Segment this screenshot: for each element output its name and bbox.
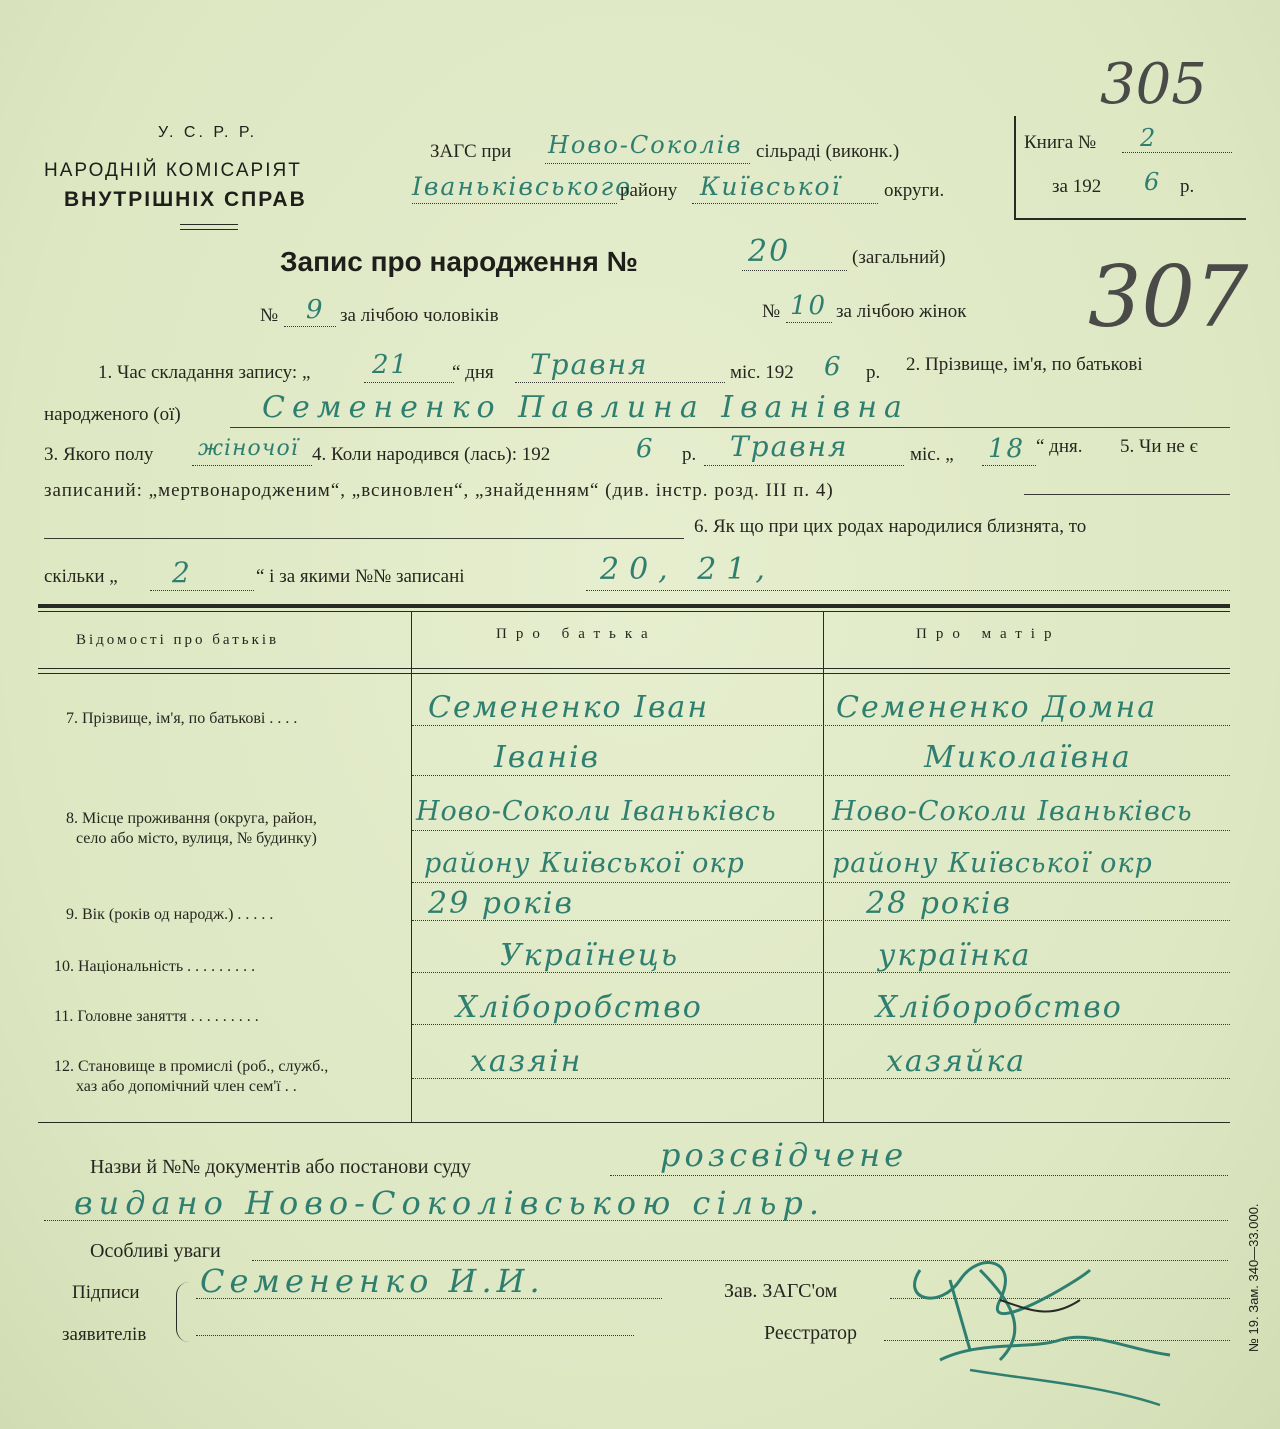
men-count-value: 9: [306, 295, 325, 325]
row-11-label: 11. Головне заняття . . . . . . . . .: [54, 1008, 259, 1025]
father-age-value: 29 років: [428, 886, 574, 921]
mother-name-value: Семененко Домна: [836, 690, 1158, 725]
field-1-r: р.: [866, 362, 881, 383]
birth-month-value: Травня: [730, 430, 849, 463]
okrug-value: Київської: [700, 172, 842, 201]
notes-label: Особливі уваги: [90, 1240, 221, 1262]
zags-village-value: Ново-Соколів: [548, 131, 743, 159]
book-label: Книга №: [1024, 132, 1097, 153]
header-divider: [180, 224, 238, 225]
table-top-rule: [38, 604, 1230, 608]
father-nationality-value: Українець: [500, 938, 680, 973]
father-occupation-value: Хліборобство: [456, 990, 703, 1025]
field-2-label-2: народженого (ої): [44, 404, 181, 425]
signatures-label-2: заявителів: [62, 1324, 147, 1345]
record-day-value: 21: [372, 350, 410, 380]
commissariat-line-1: НАРОДНІЙ КОМІСАРІЯТ: [44, 160, 302, 181]
father-patronymic-value: Іванів: [494, 740, 601, 775]
print-order-number: № 19. Зам. 340—33.000.: [1246, 1203, 1261, 1352]
header-divider-2: [180, 229, 238, 230]
signatures-label: Підписи: [72, 1282, 140, 1303]
twins-numbers-value: 20, 21,: [600, 552, 775, 587]
sex-value: жіночої: [198, 436, 299, 461]
ussr-header: У. С. Р. Р.: [158, 124, 258, 141]
father-name-value: Семененко Іван: [428, 690, 710, 725]
table-header-info: Відомості про батьків: [76, 632, 280, 648]
mother-status-value: хазяйка: [886, 1044, 1027, 1079]
field-5-label-2: записаний: „мертвонародженим“, „всиновлен“, „знайденням“ (див. інстр. розд. III п. 4): [44, 480, 834, 501]
okrug-label: округи.: [884, 180, 945, 201]
row-8-label: 8. Місце проживання (округа, район,: [66, 810, 317, 827]
father-status-value: хазяін: [470, 1044, 583, 1079]
record-number: 20: [748, 234, 791, 269]
documents-value-2: видано Ново-Соколівською сільр.: [74, 1184, 826, 1222]
field-1-label: 1. Час складання запису: „: [98, 362, 311, 383]
row-8-label-2: село або місто, вулиця, № будинку): [76, 830, 317, 847]
field-5-label: 5. Чи не є: [1120, 436, 1198, 457]
mother-age-value: 28 років: [866, 886, 1012, 921]
field-1-day-label: “ дня: [452, 362, 494, 383]
documents-value: розсвідчене: [660, 1136, 908, 1174]
book-number: 2: [1140, 124, 1158, 152]
zags-village-label: сільраді (виконк.): [756, 141, 900, 162]
father-address-value-2: району Київської окр: [424, 848, 745, 879]
mother-address-value-2: району Київської окр: [832, 848, 1153, 879]
field-1-year-label: міс. 192: [730, 362, 794, 383]
documents-label: Назви й №№ документів або постанови суду: [90, 1156, 471, 1178]
registrar-label: Реєстратор: [764, 1322, 858, 1344]
field-2-label: 2. Прізвище, ім'я, по батькові: [906, 354, 1143, 375]
record-month-value: Травня: [530, 348, 649, 381]
field-6-label-2: скільки „: [44, 566, 118, 587]
women-count-prefix: №: [762, 301, 781, 322]
father-address-value: Ново-Соколи Іваньківсь: [416, 796, 777, 827]
mother-occupation-value: Хліборобство: [876, 990, 1123, 1025]
record-title-suffix: (загальний): [852, 247, 946, 268]
book-year-value: 6: [1144, 168, 1162, 196]
twins-count-value: 2: [172, 556, 192, 589]
district-label: району: [620, 180, 678, 201]
field-6-label-3: “ і за якими №№ записані: [256, 566, 465, 587]
child-name-value: Семененко Павлина Іванівна: [262, 390, 909, 425]
row-12-label: 12. Становище в промислі (роб., служб.,: [54, 1058, 329, 1075]
women-count-label: за лічбою жінок: [836, 301, 967, 322]
men-count-prefix: №: [260, 305, 279, 326]
zags-label: ЗАГС при: [430, 141, 512, 162]
row-10-label: 10. Національність . . . . . . . . .: [54, 958, 256, 975]
mother-nationality-value: українка: [878, 938, 1032, 973]
row-7-label: 7. Прізвище, ім'я, по батькові . . . .: [66, 710, 298, 727]
field-4-day-label: “ дня.: [1036, 436, 1083, 457]
field-6-label: 6. Як що при цих родах народилися близнята, то: [694, 516, 1087, 537]
field-4-r: р.: [682, 444, 697, 465]
table-divider-1: [411, 612, 412, 1122]
head-zags-label: Зав. ЗАГС'ом: [724, 1280, 838, 1302]
official-signatures: [880, 1240, 1200, 1420]
mother-patronymic-value: Миколаївна: [924, 740, 1132, 775]
field-4-mis: міс. „: [910, 444, 954, 465]
record-title: Запис про народження №: [280, 246, 638, 277]
table-divider-2: [823, 612, 824, 1122]
book-year-suffix: р.: [1180, 176, 1195, 197]
birth-day-value: 18: [988, 434, 1026, 464]
signature-brace: [176, 1282, 189, 1342]
table-bottom-rule: [38, 1122, 1230, 1123]
commissariat-line-2: ВНУТРІШНІХ СПРАВ: [64, 188, 307, 211]
archive-number-pencil: 307: [1088, 248, 1249, 346]
table-header-mother: Про матір: [916, 626, 1061, 642]
table-header-father: Про батька: [496, 626, 657, 642]
field-4-label: 4. Коли народився (лась): 192: [312, 444, 551, 465]
women-count-value: 10: [790, 291, 828, 321]
field-3-label: 3. Якого полу: [44, 444, 154, 465]
men-count-label: за лічбою чоловіків: [340, 305, 499, 326]
district-value: Іваньківського: [412, 172, 633, 201]
row-12-label-2: хаз або допомічний член сем'ї . .: [76, 1078, 297, 1095]
row-9-label: 9. Вік (років од народж.) . . . . .: [66, 906, 274, 923]
archive-number-top: 305: [1100, 52, 1207, 117]
book-year-label: за 192: [1052, 176, 1102, 197]
applicant-signature: Семененко И.И.: [200, 1262, 545, 1300]
mother-address-value: Ново-Соколи Іваньківсь: [832, 796, 1193, 827]
record-year-value: 6: [824, 352, 843, 382]
birth-year-value: 6: [636, 434, 655, 464]
